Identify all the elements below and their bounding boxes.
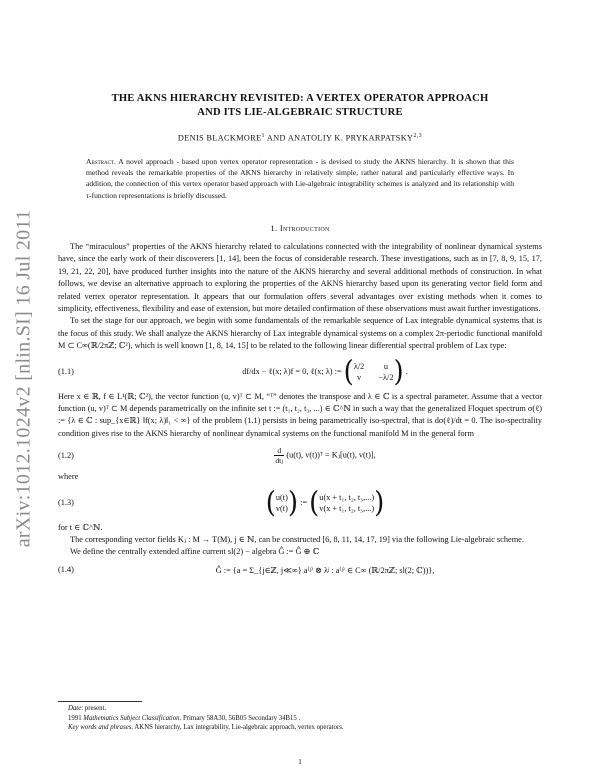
equation-number: (1.1): [58, 367, 74, 377]
author-1-affiliation: 1: [261, 133, 265, 139]
section-heading: 1. Introduction: [270, 222, 330, 233]
equation-body: Ĝ := {a = Σ_{j∈ℤ, j≪∞} a⁽ʲ⁾ ⊗ λʲ : a⁽ʲ⁾ ∈ C∞ (ℝ/2πℤ; sl(2; ℂ))},: [215, 565, 435, 575]
arxiv-stamp: [4, 168, 44, 588]
paragraph-5: We define the centrally extended affine current sl(2) − algebra Ĝ := Ĝ ⊕ ℂ: [70, 547, 320, 557]
paragraph-4: The corresponding vector fields Kⱼ : M → T(M), j ∈ ℕ, can be constructed [6, 8, 11, 14, 17, 19] via the following Lie-algebraic scheme.: [70, 535, 524, 545]
page-number: 1: [298, 757, 302, 766]
vector-lhs: ( u(t) v(t) ): [265, 486, 298, 520]
footnote-msc: [58, 714, 542, 724]
arxiv-identifier: arXiv:1012.1024v2 [nlin.SI] 16 Jul 2011: [12, 209, 35, 547]
fraction-numerator: d: [277, 446, 282, 456]
abstract: [86, 156, 514, 201]
for-t-text: for t ∈ ℂ^ℕ.: [58, 522, 103, 532]
assign-symbol: :=: [300, 497, 308, 507]
vector-rhs: ( u(x + t₁, t₂, t₃,...) v(x + t₁, t₂, t₃,...) ): [309, 486, 385, 520]
paragraph-3: Here x ∈ ℝ, f ∈ L¹(ℝ; ℂ²), the vector function (u, v)ᵀ ⊂ M, “ᵀ” denotes the transpose and λ ∈ ℂ is a spectral parameter. Assume that a vector function (u, v)ᵀ ⊂ M depends parametrically on the infinite set t := (t₁, t₂, t₃, ...) ∈ ℂ^ℕ in such a way that the generalized Floquet spectrum σ(ℓ) := {λ ∈ ℂ : sup_{x∈ℝ} ‖f(x; λ)‖₁ < ∞} of the problem (1.1) persists in being parametrically iso-spectral, that is dσ(ℓ)/dt = 0. The iso-spectrality condition gives rise to the AKNS hierarchy of nonlinear dynamical systems on the functional manifold M in the general form: [58, 391, 542, 438]
author-list: [58, 133, 542, 143]
paragraph-1: The “miraculous” properties of the AKNS hierarchy related to calculations connected with the integrability of nonlinear dynamical systems have, since the early work of their discoverers [1, 14], been the focus of considerable research. These investigations, such as in [7, 8, 9, 15, 17, 19, 21, 22, 20], have produced further insights into the nature of the AKNS hierarchy and several additional methods of construction. In what follows, we devise an alternative approach to exploring the properties of the AKNS hierarchy based upon its generating vector field form and related vertex operator representation. It appears that our formulation offers several advantages over existing methods when it comes to simplicity, effectiveness, flexibility and ease of extension, but more detailed confirmation of these observations must await further investigations.: [58, 241, 542, 313]
footnote-date: [58, 704, 542, 714]
author-1: DENIS BLACKMORE: [177, 133, 262, 143]
matrix-entry: v: [356, 372, 362, 382]
msc-year: 1991: [68, 714, 84, 722]
matrix-entry: −λ/2: [378, 372, 394, 382]
equation-number: (1.3): [58, 498, 74, 508]
abstract-label: Abstract.: [86, 156, 116, 166]
vector-entry: u(t): [275, 492, 288, 502]
footnote-rule: [58, 701, 142, 702]
equation-1-3: [58, 486, 542, 520]
matrix-entry: u: [383, 361, 388, 371]
paper-title: [58, 92, 542, 120]
abstract-text: A novel approach - based upon vertex operator representation - is devised to study the AKNS hierarchy. It is shown that this method reveals the remarkable properties of the AKNS hierarchy in relatively simple, rather natural and particularly effective ways. In addition, the connection of this vertex operator based approach with Lie-algebraic integrability schemes is analyzed and its relationship with τ-function representations is briefly discussed.: [86, 156, 514, 200]
paragraph-2: To set the stage for our approach, we begin with some fundamentals of the remarkable sequence of Lax integrable dynamical systems that is the focus of this study. We shall analyze the AKNS hierarchy of Lax integrable dynamical systems on a complex 2π-periodic functional manifold M ⊂ C∞(ℝ/2πℤ; ℂ²), which is well known [1, 8, 14, 15] to be related to the following linear differential spectral problem of Lax type:: [58, 316, 542, 351]
author-2-affiliation: 2,3: [413, 133, 423, 139]
footnote-keywords: [58, 723, 542, 733]
where-text: where: [58, 472, 79, 482]
equation-number: (1.2): [58, 451, 74, 461]
equation-number: (1.4): [58, 565, 74, 575]
equation-1-4: [58, 565, 542, 575]
keywords-label: Key words and phrases.: [68, 724, 134, 732]
date-value: : present.: [81, 705, 107, 712]
author-2: ANATOLIY K. PRYKARPATSKY: [287, 133, 414, 143]
equation-lhs: df/dx − ℓ(x; λ)f = 0, ℓ(x; λ) :=: [242, 366, 342, 376]
vector-entry: u(x + t₁, t₂, t₃,...): [319, 492, 375, 502]
footnotes: [58, 701, 542, 733]
title-line-2: AND ITS LIE-ALGEBRAIC STRUCTURE: [197, 107, 403, 118]
title-line-1: THE AKNS HIERARCHY REVISITED: A VERTEX OPERATOR APPROACH: [111, 93, 489, 104]
equation-rhs: (u(t), v(t))ᵀ = Kⱼ[u(t), v(t)],: [286, 450, 376, 460]
equation-1-1: [58, 355, 542, 389]
vector-entry: v(t): [275, 503, 288, 513]
msc-label: Mathematics Subject Classification.: [83, 714, 182, 722]
equation-end: .: [405, 366, 408, 376]
matrix-entry: λ/2: [353, 361, 365, 371]
date-label: Date: [68, 705, 82, 712]
derivative-fraction: [274, 446, 284, 465]
msc-value: Primary 58A30, 56B05 Secondary 34B15 .: [181, 714, 301, 722]
fraction-denominator: dtⱼ: [275, 456, 284, 466]
equation-1-2: [58, 446, 542, 465]
author-conjunction: AND: [264, 133, 288, 143]
keywords-value: AKNS hierarchy, Lax integrability, Lie-algebraic approach, vertex operators.: [133, 724, 344, 732]
vector-entry: v(x + t₁, t₂, t₃,...): [319, 503, 375, 513]
paper-page: [58, 92, 542, 581]
lax-matrix: ( λ/2 u v −λ/2 ): [343, 355, 404, 389]
